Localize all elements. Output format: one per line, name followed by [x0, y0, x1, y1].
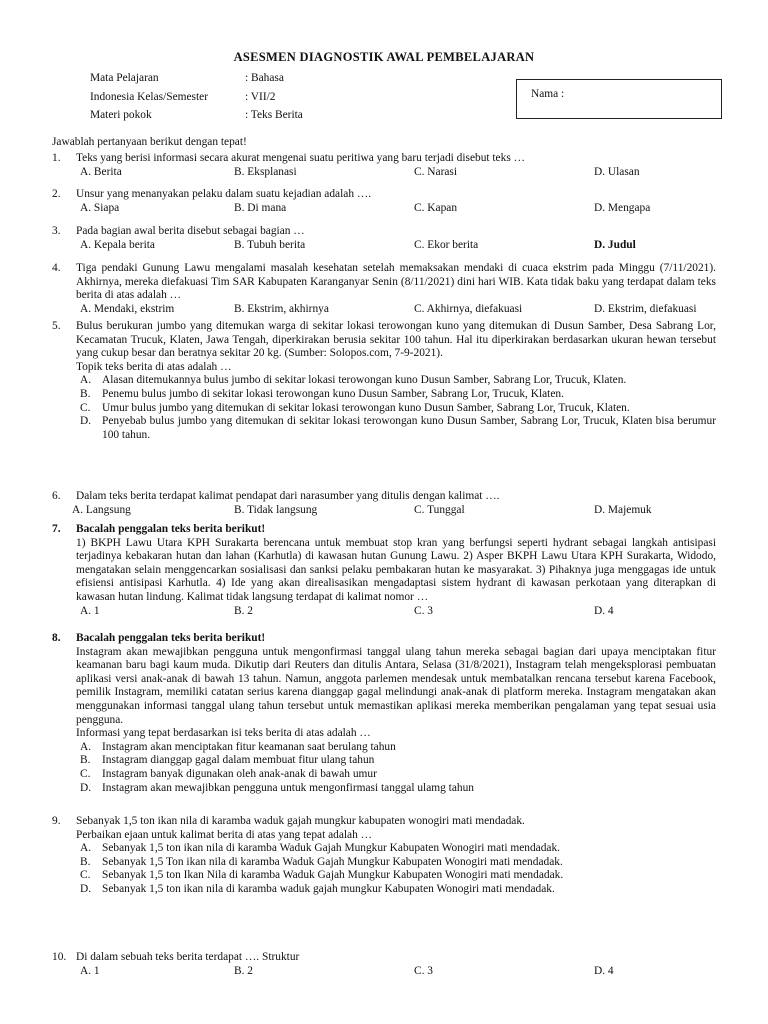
question-text: Di dalam sebuah teks berita terdapat …. Struktur: [76, 951, 300, 963]
option-letter: C.: [80, 767, 91, 780]
document-title: ASESMEN DIAGNOSTIK AWAL PEMBELAJARAN: [233, 50, 535, 64]
question-4: [52, 262, 716, 317]
option-text: Instagram banyak digunakan oleh anak-anak di bawah umur: [102, 767, 377, 780]
option-letter: D.: [80, 882, 92, 895]
question-number: 2.: [52, 188, 61, 200]
option-letter: A.: [80, 374, 92, 387]
option-b[interactable]: [80, 856, 716, 870]
option-d[interactable]: D. Majemuk: [594, 503, 652, 516]
meta-subject: [90, 72, 284, 86]
question-number: 10.: [52, 951, 67, 963]
question-text: Bacalah penggalan teks berita berikut!: [76, 632, 266, 644]
question-text: Teks yang berisi informasi secara akurat mengenai suatu peritiwa yang baru terjadi disebut teks …: [76, 152, 525, 164]
option-a[interactable]: [80, 842, 716, 856]
option-text: Umur bulus jumbo yang ditemukan di sekitar lokasi terowongan kuno Dusun Samber, Sabrang Lor, Trucuk, Klaten.: [102, 401, 630, 414]
option-c[interactable]: [80, 869, 716, 883]
question-2: [52, 188, 716, 216]
question-text: Sebanyak 1,5 ton ikan nila di karamba waduk gajah mungkur kabupaten wonogiri mati mendadak.: [76, 815, 525, 827]
option-b[interactable]: [80, 388, 716, 402]
question-number: 7.: [52, 523, 61, 535]
option-letter: B.: [80, 855, 91, 868]
option-text: Penemu bulus jumbo di sekitar lokasi terowongan kuno Dusun Samber, Sabrang Lor, Trucuk, Klaten.: [102, 387, 564, 400]
option-a[interactable]: A. Kepala berita: [80, 238, 155, 251]
meta-value: : Teks Berita: [245, 109, 303, 121]
option-letter: D.: [80, 415, 92, 428]
option-text: Instagram akan menciptakan fitur keamanan saat berulang tahun: [102, 740, 396, 753]
news-passage: Instagram akan mewajibkan pengguna untuk mengonfirmasi tanggal ulang tahun mereka sebagai bagian dari upaya menciptakan fitur keamanan baru bagi kaum muda. Dikutip dari Reuters dan ditulis Antara, Selasa (31/8/2021), Instagram telah mengeksplorasi pembuatan aplikasi versi anak-anak di bawah 13 tahun. Namun, anggota parlemen mendesak untuk membatalkan rencana tersebut karena Facebook, pemilik Instagram, memiliki catatan serius karena dianggap gagal melindungi anak-anak di platform mereka. Instagram mengatakan akan menggunakan informasi tanggal ulang tahun tersebut untuk memastikan aplikasi mereka memberikan pengalaman yang tepat sesuai usia pengguna.: [76, 645, 716, 726]
question-number: 9.: [52, 815, 61, 827]
options: [80, 202, 716, 216]
option-d[interactable]: [80, 883, 716, 897]
option-d[interactable]: D. Judul: [594, 238, 636, 251]
option-text: Alasan ditemukannya bulus jumbo di sekitar lokasi terowongan kuno Dusun Samber, Sabrang Lor, Trucuk, Klaten.: [102, 374, 627, 387]
option-d[interactable]: [80, 782, 716, 796]
option-d[interactable]: D. Ekstrim, diefakuasi: [594, 302, 697, 315]
option-letter: A.: [80, 740, 92, 753]
option-b[interactable]: B. 2: [234, 604, 253, 617]
question-number: 3.: [52, 225, 61, 237]
question-9: [52, 815, 716, 897]
options: [80, 166, 716, 180]
meta-label: Indonesia Kelas/Semester: [90, 91, 208, 103]
option-text: Sebanyak 1,5 ton ikan nila di karamba waduk gajah mungkur Kabupaten Wonogiri mati mendadak.: [102, 882, 555, 895]
options: [72, 504, 716, 518]
question-3: [52, 225, 716, 253]
question-text: Tiga pendaki Gunung Lawu mengalami masalah kesehatan setelah memaksakan mendaki di cuaca ekstrim pada Minggu (7/11/2021). Akhirnya, mereka diefakuasi Tim SAR Kabupaten Karanganyar Senin (8/11/2021) dini hari WIB. Kata tidak baku yang terdapat dalam teks berita di atas adalah …: [76, 262, 716, 302]
name-label: Nama :: [531, 88, 565, 100]
option-a[interactable]: A. Mendaki, ekstrim: [80, 302, 175, 315]
question-prompt: Topik teks berita di atas adalah …: [76, 360, 232, 373]
question-number: 4.: [52, 262, 61, 274]
option-b[interactable]: B. Ekstrim, akhirnya: [234, 302, 329, 315]
option-letter: B.: [80, 754, 91, 767]
option-a[interactable]: A. 1: [80, 964, 100, 977]
name-field[interactable]: [516, 79, 722, 119]
question-1: [52, 152, 716, 180]
option-a[interactable]: [80, 741, 716, 755]
question-10: [52, 951, 716, 979]
option-c[interactable]: C. Narasi: [414, 165, 458, 178]
option-c[interactable]: C. Kapan: [414, 201, 458, 214]
option-c[interactable]: [80, 402, 716, 416]
option-c[interactable]: [80, 768, 716, 782]
question-8: [52, 632, 716, 795]
options: [80, 605, 716, 619]
option-a[interactable]: A. Siapa: [80, 201, 120, 214]
option-a[interactable]: [80, 374, 716, 388]
question-5: [52, 320, 716, 442]
option-c[interactable]: C. 3: [414, 964, 433, 977]
option-c[interactable]: C. Tunggal: [414, 503, 465, 516]
option-a[interactable]: A. 1: [80, 604, 100, 617]
meta-topic: [90, 109, 303, 123]
instruction: Jawablah pertanyaan berikut dengan tepat!: [52, 136, 247, 148]
option-text: Sebanyak 1,5 ton ikan nila di karamba Waduk Gajah Mungkur Kabupaten Wonogiri mati mendadak.: [102, 842, 561, 855]
question-number: 8.: [52, 632, 61, 644]
option-text: Penyebab bulus jumbo yang ditemukan di sekitar lokasi terowongan kuno Dusun Samber, Sabrang Lor, Trucuk, Klaten bisa berumur 100 tahun.: [102, 415, 716, 441]
option-d[interactable]: D. Mengapa: [594, 201, 651, 214]
option-d[interactable]: D. 4: [594, 964, 614, 977]
question-prompt: Perbaikan ejaan untuk kalimat berita di atas yang tepat adalah …: [76, 828, 373, 841]
options: [80, 239, 716, 253]
option-b[interactable]: [80, 754, 716, 768]
option-c[interactable]: C. 3: [414, 604, 433, 617]
option-d[interactable]: D. Ulasan: [594, 165, 640, 178]
question-number: 6.: [52, 490, 61, 502]
options: [80, 965, 716, 979]
meta-class: [90, 91, 275, 105]
option-c[interactable]: C. Ekor berita: [414, 238, 479, 251]
question-number: 1.: [52, 152, 61, 164]
news-passage: 1) BKPH Lawu Utara KPH Surakarta berencana untuk membuat stop kran yang berfungsi seperti hydrant sebagai langkah antisipasi terjadinya kebakaran hutan dan lahan (Karhutla) di kawasan hutan Gunung Lawu. 2) Asper BKPH Lawu Utara KPH Surakarta, Widodo, mengatakan selain menggencarkan sosialisasi dan sanksi pelaku pembakaran hutan ke masyarakat. 3) Pihaknya juga menggagas ide untuk efisiensi antisipasi Karhutla. 4) Ide yang akan direalisasikan mengadaptasi sistem hydrant di kawasan perkotaan yang diterapkan di kawasan hutan lindung. Kalimat tidak langsung terdapat di kalimat nomor …: [76, 536, 716, 603]
question-text: Bulus berukuran jumbo yang ditemukan warga di sekitar lokasi terowongan kuno yang ditemukan di Dusun Samber, Desa Sabrang Lor, Kecamatan Trucuk, Klaten, Jawa Tengah, diperkirakan berusia sekitar 100 tahun. Hal itu diperkirakan berdasarkan ukuran hewan tersebut yang cukup besar dan beratnya sekitar 20 kg. (Sumber: Solopos.com, 7-9-2021).: [76, 320, 716, 360]
option-text: Sebanyak 1,5 Ton ikan nila di karamba Waduk Gajah Mungkur Kabupaten Wonogiri mati mendadak.: [102, 855, 563, 868]
question-7: [52, 523, 716, 619]
option-letter: C.: [80, 401, 91, 414]
meta-value: : Bahasa: [245, 72, 284, 84]
option-letter: D.: [80, 781, 92, 794]
option-text: Instagram dianggap gagal dalam membuat fitur ulang tahun: [102, 754, 375, 767]
option-letter: A.: [80, 842, 92, 855]
option-letter: C.: [80, 869, 91, 882]
option-b[interactable]: B. Eksplanasi: [234, 165, 297, 178]
question-text: Dalam teks berita terdapat kalimat pendapat dari narasumber yang ditulis dengan kalimat ….: [76, 490, 500, 502]
option-b[interactable]: B. Tubuh berita: [234, 238, 306, 251]
question-text: Pada bagian awal berita disebut sebagai bagian …: [76, 225, 305, 237]
option-d[interactable]: [80, 415, 716, 442]
option-a[interactable]: A. Berita: [80, 165, 122, 178]
meta-label: Materi pokok: [90, 109, 152, 121]
question-text: Unsur yang menanyakan pelaku dalam suatu kejadian adalah ….: [76, 188, 372, 200]
question-number: 5.: [52, 320, 61, 332]
meta-label: Mata Pelajaran: [90, 72, 159, 84]
option-text: Instagram akan mewajibkan pengguna untuk mengonfirmasi tanggal ulamg tahun: [102, 781, 474, 794]
option-a[interactable]: A. Langsung: [72, 503, 131, 516]
question-text: Bacalah penggalan teks berita berikut!: [76, 523, 266, 535]
options: [80, 303, 716, 317]
meta-value: : VII/2: [245, 91, 276, 103]
option-b[interactable]: B. Di mana: [234, 201, 287, 214]
option-letter: B.: [80, 387, 91, 400]
question-prompt: Informasi yang tepat berdasarkan isi teks berita di atas adalah …: [76, 727, 371, 740]
option-d[interactable]: D. 4: [594, 604, 614, 617]
option-c[interactable]: C. Akhirnya, diefakuasi: [414, 302, 523, 315]
question-6: [52, 490, 716, 518]
option-b[interactable]: B. 2: [234, 964, 253, 977]
option-text: Sebanyak 1,5 ton Ikan Nila di karamba Waduk Gajah Mungkur Kabupaten Wonogiri mati mendadak.: [102, 869, 564, 882]
option-b[interactable]: B. Tidak langsung: [234, 503, 318, 516]
